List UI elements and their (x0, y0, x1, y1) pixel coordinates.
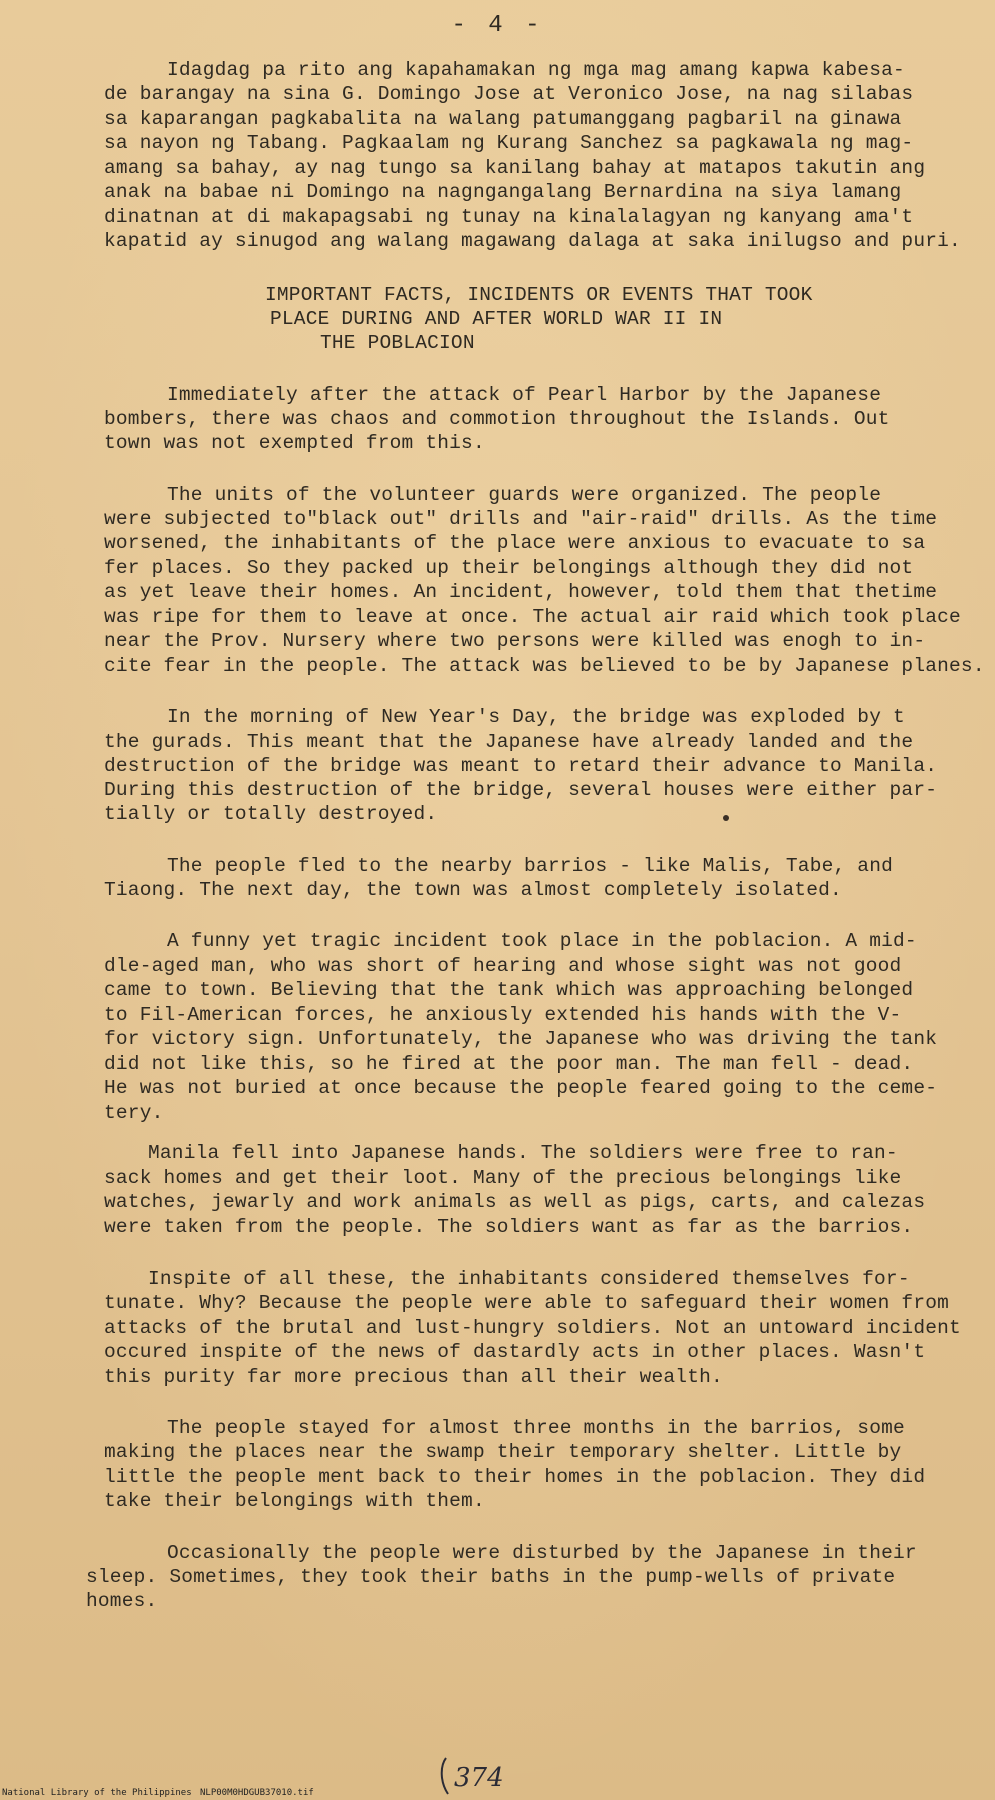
text-line: Immediately after the attack of Pearl Harbor by the Japanese (167, 384, 882, 406)
text-line: de barangay na sina G. Domingo Jose at Veronico Jose, na nag silabas (104, 83, 914, 105)
text-line: dinatnan at di makapagsabi ng tunay na kinalalagyan ng kanyang ama't (104, 206, 914, 228)
text-line: kapatid ay sinugod ang walang magawang dalaga at saka inilugso and puri. (104, 230, 961, 252)
text-line: tunate. Why? Because the people were able to safeguard their women from (104, 1292, 950, 1314)
text-line: Inspite of all these, the inhabitants considered themselves for- (148, 1268, 910, 1290)
page-number: - 4 - (451, 12, 544, 39)
handwritten-page-number (436, 1752, 516, 1798)
text-line: tery. (104, 1102, 164, 1124)
text-line: making the places near the swamp their temporary shelter. Little by (104, 1441, 902, 1463)
text-line: The units of the volunteer guards were organized. The people (167, 484, 882, 506)
text-line: amang sa bahay, ay nag tungo sa kanilang bahay at matapos takutin ang (104, 157, 926, 179)
text-line: this purity far more precious than all their wealth. (104, 1366, 723, 1388)
section-heading-line: THE POBLACION (320, 332, 475, 354)
text-line: bombers, there was chaos and commotion throughout the Islands. Out (104, 408, 890, 430)
text-line: occured inspite of the news of dastardly acts in other places. Wasn't (104, 1341, 926, 1363)
text-line: Tiaong. The next day, the town was almost completely isolated. (104, 879, 842, 901)
text-line: to Fil-American forces, he anxiously extended his hands with the V- (104, 1004, 902, 1026)
text-line: sa nayon ng Tabang. Pagkaalam ng Kurang Sanchez sa pagkawala ng mag- (104, 132, 914, 154)
text-line: came to town. Believing that the tank which was approaching belonged (104, 979, 914, 1001)
text-line: sack homes and get their loot. Many of the precious belongings like (104, 1167, 902, 1189)
text-line: the gurads. This meant that the Japanese have already landed and the (104, 731, 914, 753)
text-line: Idagdag pa rito ang kapahamakan ng mga mag amang kapwa kabesa- (167, 59, 905, 81)
text-line: The people stayed for almost three months in the barrios, some (167, 1417, 905, 1439)
text-line: near the Prov. Nursery where two persons were killed was enogh to in- (104, 630, 926, 652)
text-line: town was not exempted from this. (104, 432, 485, 454)
text-line: little the people ment back to their homes in the poblacion. They did (104, 1466, 926, 1488)
text-line: sleep. Sometimes, they took their baths in the pump-wells of private (86, 1566, 896, 1588)
text-line: tially or totally destroyed. (104, 803, 438, 825)
text-line: In the morning of New Year's Day, the bridge was exploded by t (167, 706, 905, 728)
text-line: anak na babae ni Domingo na nagngangalang Bernardina na siya lamang (104, 181, 902, 203)
text-line: The people fled to the nearby barrios - like Malis, Tabe, and (167, 855, 894, 877)
text-line: were subjected to"black out" drills and "air-raid" drills. As the time (104, 508, 938, 530)
text-line: During this destruction of the bridge, several houses were either par- (104, 779, 938, 801)
text-line: sa kaparangan pagkabalita na walang patumanggang pagbaril na ginawa (104, 108, 902, 130)
ink-dot (723, 815, 729, 821)
text-line: attacks of the brutal and lust-hungry soldiers. Not an untoward incident (104, 1317, 961, 1339)
text-line: for victory sign. Unfortunately, the Japanese who was driving the tank (104, 1028, 938, 1050)
text-line: take their belongings with them. (104, 1490, 485, 1512)
footer-library-name: National Library of the Philippines (2, 1788, 192, 1798)
handwritten-number-text: 374 (454, 1763, 504, 1793)
text-line: was ripe for them to leave at once. The actual air raid which took place (104, 606, 961, 628)
text-line: did not like this, so he fired at the poor man. The man fell - dead. (104, 1053, 914, 1075)
text-line: He was not buried at once because the people feared going to the ceme- (104, 1077, 938, 1099)
text-line: cite fear in the people. The attack was believed to be by Japanese planes. (104, 655, 985, 677)
text-line: A funny yet tragic incident took place in the poblacion. A mid- (167, 930, 917, 952)
text-line: destruction of the bridge was meant to retard their advance to Manila. (104, 755, 938, 777)
text-line: Occasionally the people were disturbed by the Japanese in their (167, 1542, 917, 1564)
text-line: dle-aged man, who was short of hearing and whose sight was not good (104, 955, 902, 977)
text-line: watches, jewarly and work animals as well as pigs, carts, and calezas (104, 1191, 926, 1213)
text-line: were taken from the people. The soldiers want as far as the barrios. (104, 1216, 914, 1238)
footer-file-id: NLP00M0HDGUB37010.tif (200, 1788, 314, 1798)
text-line: fer places. So they packed up their belongings although they did not (104, 557, 914, 579)
text-line: as yet leave their homes. An incident, however, told them that thetime (104, 581, 938, 603)
section-heading-line: PLACE DURING AND AFTER WORLD WAR II IN (270, 308, 723, 330)
section-heading-line: IMPORTANT FACTS, INCIDENTS OR EVENTS THAT TOOK (265, 284, 813, 306)
text-line: homes. (86, 1590, 158, 1612)
text-line: Manila fell into Japanese hands. The soldiers were free to ran- (148, 1142, 898, 1164)
text-line: worsened, the inhabitants of the place were anxious to evacuate to sa (104, 532, 926, 554)
